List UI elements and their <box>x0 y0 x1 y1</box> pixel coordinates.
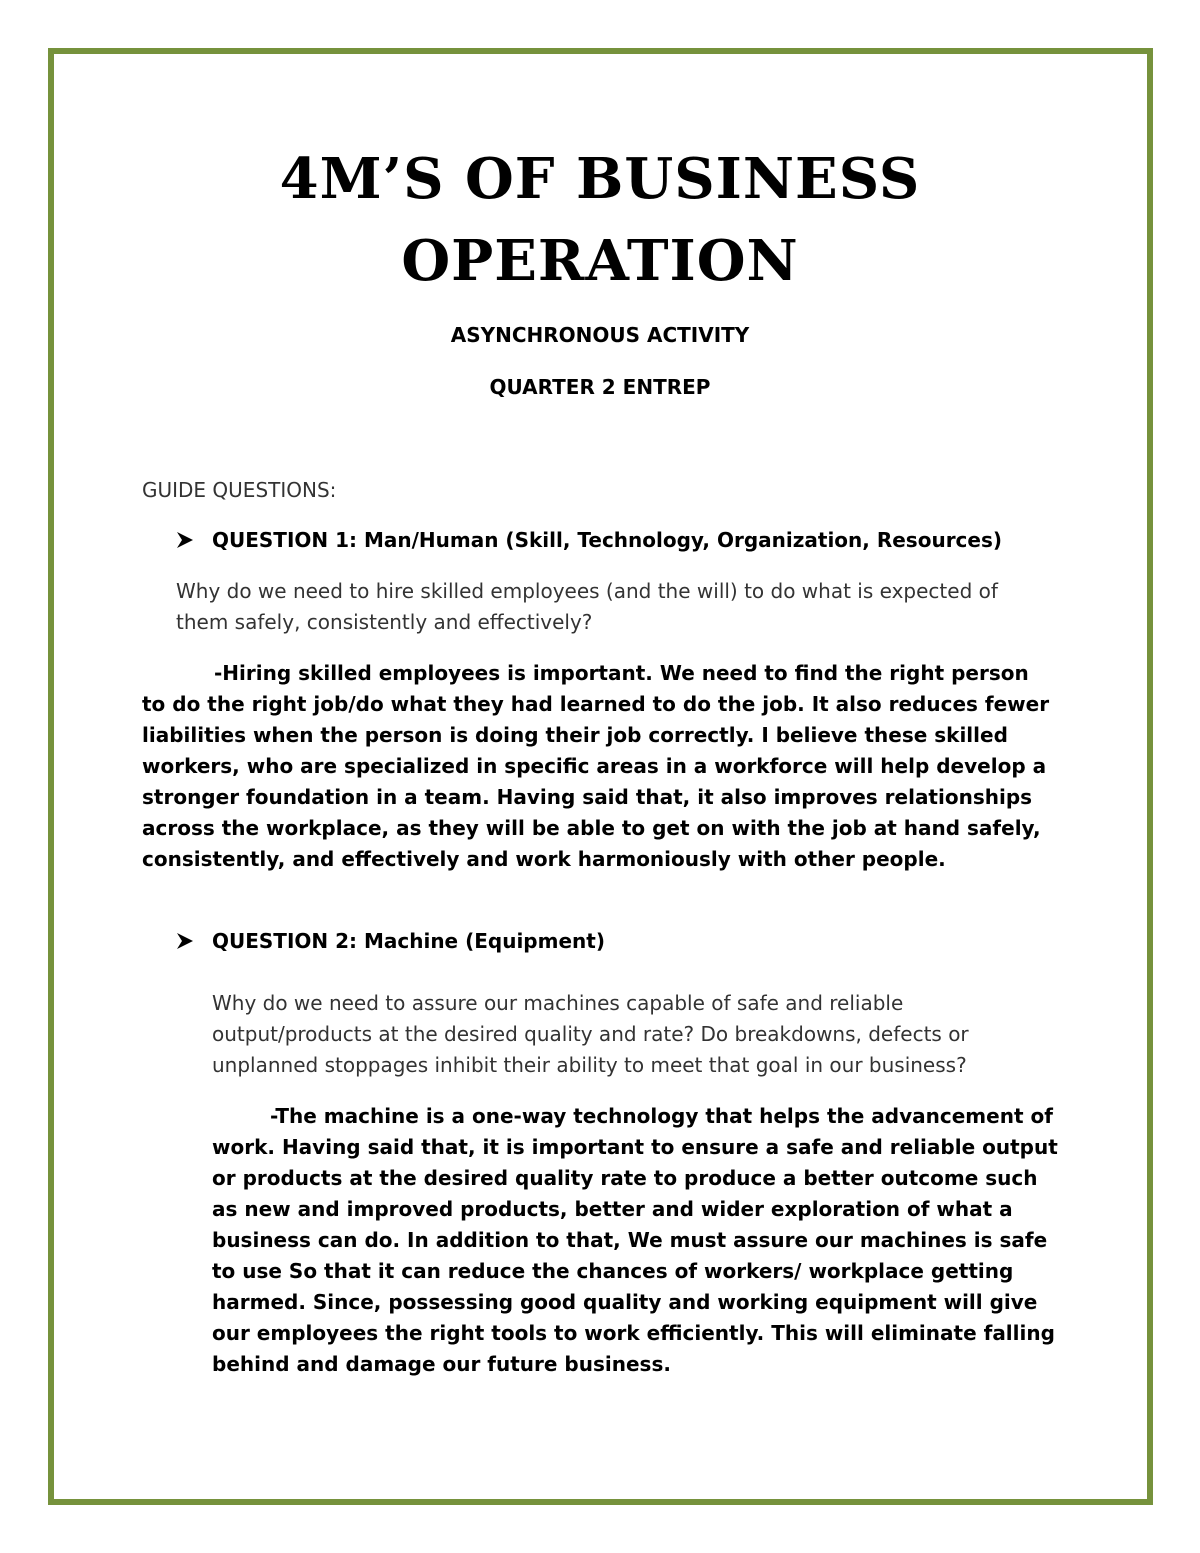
question-2-heading-text: QUESTION 2: Machine (Equipment) <box>212 929 605 953</box>
guide-heading: GUIDE QUESTIONS: <box>142 478 337 502</box>
arrow-bullet-icon <box>176 932 194 950</box>
arrow-bullet-icon <box>176 531 194 549</box>
question-1-answer: -Hiring skilled employees is important. We need to find the right person to do the right job/do what they had learned to do the job. It also reduces fewer liabilities when the person is doing their job correctly. I believe these skilled workers, who are specialized in specific areas in a workforce will help develop a stronger foundation in a team. Having said that, it also improves relationships across the workplace, as they will be able to get on with the job at hand safely, consistently, and effectively and work harmoniously with other people. <box>142 661 1050 871</box>
question-2-answer: -The machine is a one-way technology that helps the advancement of work. Having said that, it is important to ensure a safe and reliable output or products at the desired quality rate to produce a better outcome such as new and improved products, better and wider exploration of what a business can do. In addition to that, We must assure our machines is safe to use So that it can reduce the chances of workers/ workplace getting harmed. Since, possessing good quality and working equipment will give our employees the right tools to work efficiently. This will eliminate falling behind and damage our future business. <box>212 1104 1058 1376</box>
question-1-heading <box>176 528 1002 552</box>
quarter-label: QUARTER 2 ENTREP <box>489 375 711 399</box>
question-2-heading <box>176 929 605 953</box>
title-line-1: 4M’S OF BUSINESS <box>279 146 921 212</box>
document-title <box>0 138 1200 302</box>
subtitle: ASYNCHRONOUS ACTIVITY <box>450 323 750 347</box>
question-1-heading-text: QUESTION 1: Man/Human (Skill, Technology, Organization, Resources) <box>212 528 1003 552</box>
question-2-prompt: Why do we need to assure our machines capable of safe and reliable output/products at the desired quality and rate? Do breakdowns, defects or unplanned stoppages inhibit their ability to meet that goal in our business? <box>212 991 969 1077</box>
title-line-2: OPERATION <box>401 228 799 294</box>
question-1-prompt: Why do we need to hire skilled employees (and the will) to do what is expected of them safely, consistently and effectively? <box>176 579 998 634</box>
